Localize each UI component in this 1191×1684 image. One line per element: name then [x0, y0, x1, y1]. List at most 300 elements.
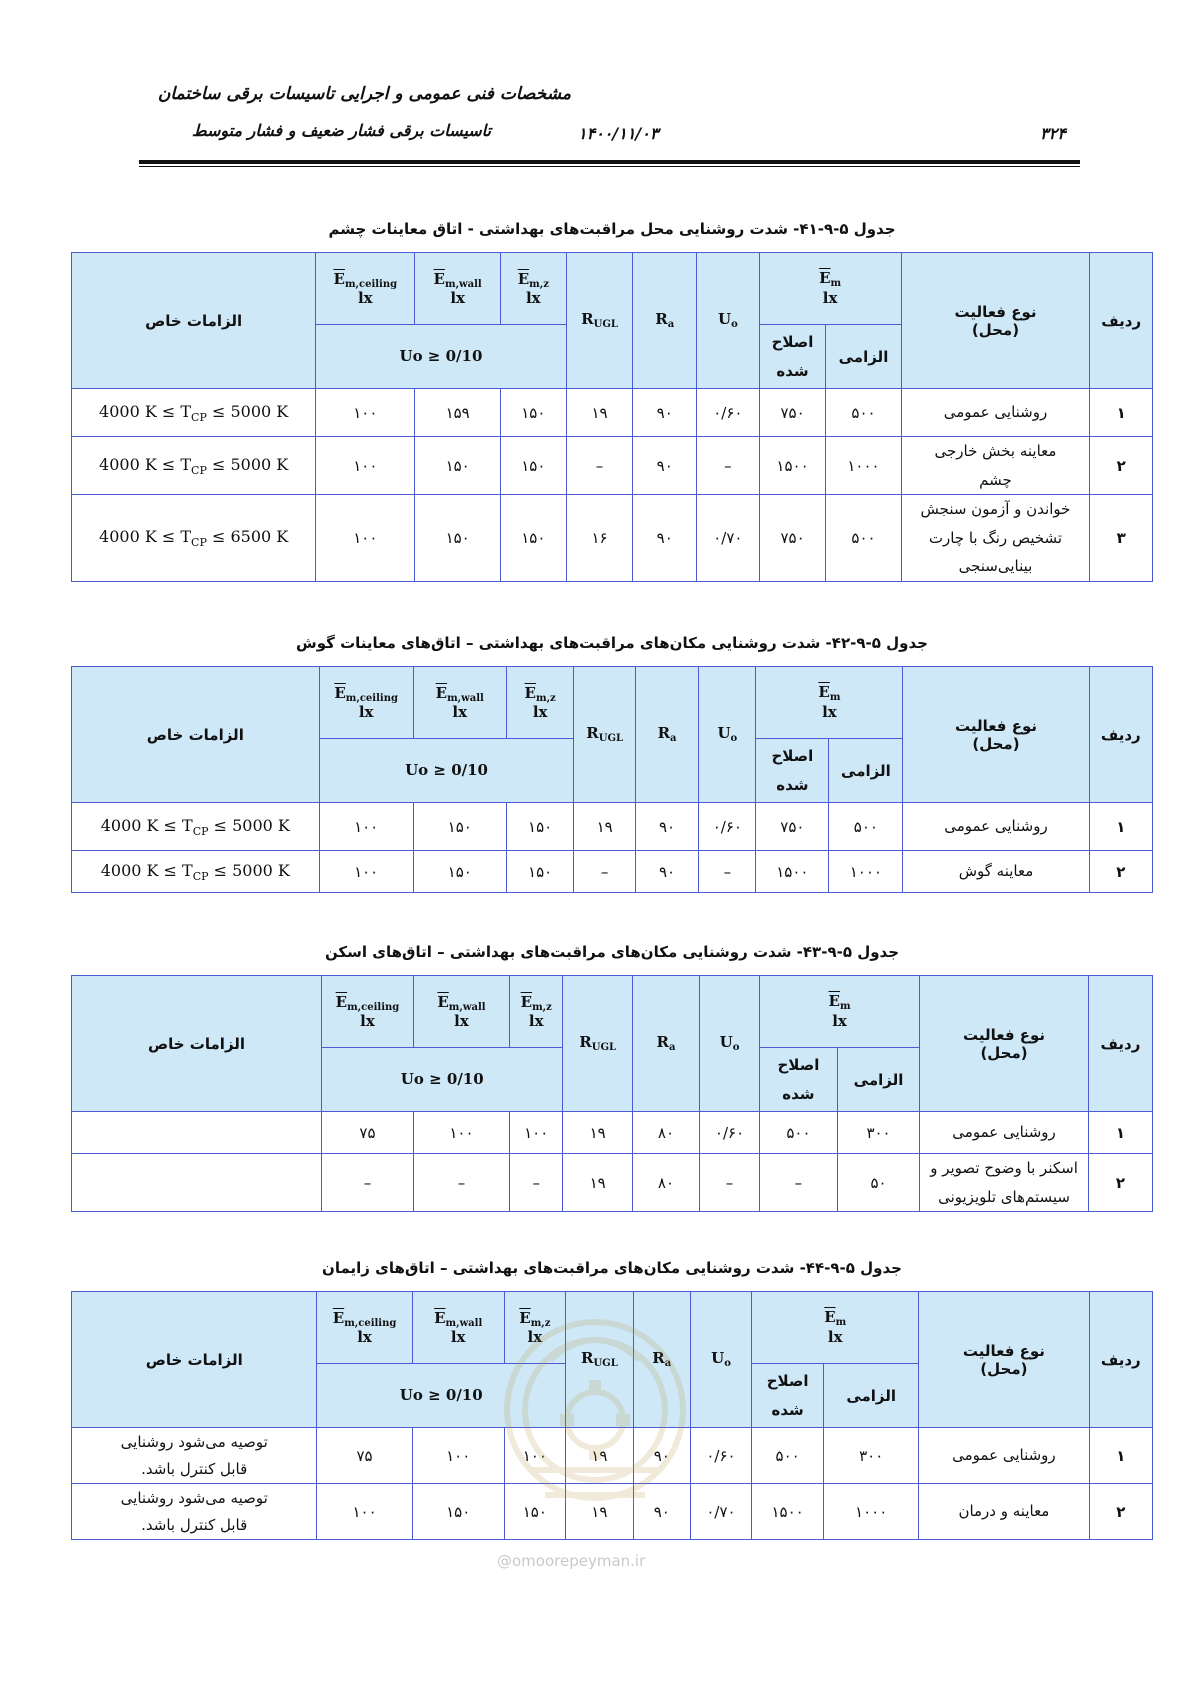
col-header-uo-condition: [317, 1364, 566, 1428]
col-header-emz: [506, 667, 574, 739]
col-header-emwall: [413, 976, 509, 1048]
col-header-em-required: الزامی: [826, 325, 901, 389]
cell-em-modified: ۱۵۰۰: [759, 437, 826, 495]
cell-rugl: –: [574, 851, 635, 893]
cell-special: [72, 1154, 322, 1212]
tcp-subscript: CP: [192, 869, 209, 883]
col-header-em: [759, 976, 919, 1048]
cell-em-required: ۵۰۰: [826, 389, 901, 437]
cell-emz: ۱۰۰: [504, 1428, 565, 1484]
emwall-symbol: [436, 684, 484, 702]
emwall-symbol: [434, 1309, 482, 1327]
emwall-unit: lx: [452, 703, 468, 722]
emceiling-subscript: m,ceiling: [347, 1001, 400, 1013]
cell-ra: ۹۰: [635, 851, 698, 893]
cell-ra: ۹۰: [633, 389, 697, 437]
tcp-range-end: ≤ 5000 K: [208, 815, 290, 835]
table-row: [72, 1428, 1153, 1484]
tcp-range-end: ≤ 5000 K: [208, 860, 290, 880]
activity-line: روشنایی عمومی: [952, 1446, 1056, 1465]
cell-emwall: ۱۵۰: [415, 437, 501, 495]
cell-emwall: ۱۵۹: [415, 389, 501, 437]
tcp-range-start: 4000 K ≤ T: [100, 815, 193, 835]
emwall-subscript: m,wall: [445, 1317, 483, 1329]
cell-row-number: ۱: [1088, 1112, 1152, 1154]
cell-activity: [901, 495, 1090, 582]
emwall-symbol: [434, 270, 482, 288]
cell-rugl: ۱۹: [574, 803, 635, 851]
uo-subscript: o: [732, 1042, 740, 1054]
cell-emz: –: [510, 1154, 563, 1212]
emceiling-unit: lx: [357, 1328, 372, 1347]
em-unit: lx: [827, 1327, 843, 1346]
col-header-emz: [504, 1292, 565, 1364]
cell-emwall: ۱۵۰: [415, 495, 501, 582]
cell-emceiling: ۱۰۰: [319, 851, 413, 893]
em-modified-line1: اصلاح: [766, 1372, 809, 1390]
tcp-range-end: ≤ 5000 K: [206, 454, 289, 474]
special-line: توصیه می‌شود روشنایی: [120, 1488, 268, 1507]
cell-activity: [920, 1154, 1089, 1212]
emwall-unit: lx: [450, 289, 465, 308]
cell-emz: ۱۰۰: [510, 1112, 563, 1154]
cell-emwall: –: [413, 1154, 509, 1212]
header-rule-thick: [139, 160, 1080, 164]
cell-activity: [919, 1428, 1089, 1484]
emz-subscript: m,z: [535, 692, 556, 704]
cell-emwall: ۱۵۰: [412, 1484, 504, 1540]
tcp-range-start: 4000 K ≤ T: [99, 401, 192, 421]
cell-em-required: ۱۰۰۰: [826, 437, 901, 495]
table-caption: جدول ۵-۹-۴۲- شدت روشنایی مکان‌های مراقبت‌های بهداشتی – اتاق‌های معاینات گوش: [296, 634, 928, 652]
col-header-em-modified: [752, 1364, 824, 1428]
em-header-symbol: [763, 993, 916, 1013]
emz-subscript: m,z: [530, 1317, 551, 1329]
rugl-letter: R: [580, 1349, 594, 1368]
tcp-range-start: 4000 K ≤ T: [99, 526, 192, 546]
col-header-activity: [920, 976, 1089, 1112]
emceiling-symbol: [334, 270, 398, 288]
table-row: [72, 437, 1153, 495]
cell-em-required: ۱۰۰۰: [829, 851, 903, 893]
col-header-special: الزامات خاص: [72, 1292, 317, 1428]
emwall-subscript: m,wall: [447, 692, 484, 704]
cell-uo: –: [700, 1154, 760, 1212]
emwall-subscript: m,wall: [448, 1001, 486, 1013]
emz-subscript: m,z: [529, 278, 549, 290]
rugl-letter: R: [579, 1033, 592, 1052]
cell-special: [72, 1112, 322, 1154]
table-caption: جدول ۵-۹-۴۳- شدت روشنایی مکان‌های مراقبت‌های بهداشتی – اتاق‌های اسکن: [324, 943, 900, 961]
em-modified-line2: شده: [776, 775, 809, 794]
col-header-uo-condition: [322, 1048, 563, 1112]
emz-symbol: [519, 1309, 550, 1327]
emwall-unit: lx: [454, 1012, 469, 1031]
cell-emceiling: ۱۰۰: [319, 803, 413, 851]
ra-letter: R: [656, 1033, 669, 1052]
cell-em-required: ۵۰: [837, 1154, 919, 1212]
col-header-special: الزامات خاص: [72, 253, 316, 389]
cell-emceiling: ۱۰۰: [316, 437, 415, 495]
cell-emwall: ۱۵۰: [413, 851, 506, 893]
ra-subscript: a: [668, 1042, 676, 1054]
cell-activity: [903, 803, 1089, 851]
col-header-ra: [633, 1292, 690, 1428]
activity-line: بینایی‌سنجی: [958, 557, 1033, 575]
rugl-subscript: UGL: [591, 1042, 617, 1054]
activity-header-line2: (محل): [980, 1043, 1028, 1062]
col-header-em-required: الزامی: [824, 1364, 919, 1428]
activity-line: چشم: [979, 470, 1012, 489]
cell-uo: ۰/۶۰: [699, 803, 756, 851]
emz-unit: lx: [528, 1012, 544, 1031]
uo-letter: U: [717, 310, 732, 329]
cell-emceiling: ۷۵: [322, 1112, 414, 1154]
emceiling-symbol: [333, 1309, 397, 1327]
emz-symbol: [521, 993, 552, 1011]
cell-em-modified: ۱۵۰۰: [752, 1484, 824, 1540]
cell-emz: ۱۵۰: [500, 495, 566, 582]
cell-ra: ۹۰: [633, 1428, 690, 1484]
header-rule-thin: [139, 166, 1080, 167]
cell-rugl: ۱۹: [563, 1112, 632, 1154]
col-header-emz: [500, 253, 566, 325]
activity-header-line1: نوع فعالیت: [962, 1341, 1045, 1360]
tcp-subscript: CP: [191, 463, 207, 477]
tcp-range-end: ≤ 6500 K: [206, 526, 289, 546]
col-header-em: [752, 1292, 919, 1364]
col-header-emwall: [415, 253, 501, 325]
watermark-text: @omoorepeyman.ir: [497, 1552, 646, 1570]
emz-letter: E: [517, 269, 530, 288]
special-line: قابل کنترل باشد.: [141, 1459, 248, 1478]
cell-activity: [903, 851, 1089, 893]
em-modified-line1: اصلاح: [771, 747, 814, 765]
ra-letter: R: [657, 724, 671, 743]
cell-em-modified: ۷۵۰: [759, 389, 826, 437]
cell-rugl: –: [566, 437, 633, 495]
cell-row-number: ۱: [1089, 1428, 1152, 1484]
col-header-em-required: الزامی: [829, 739, 903, 803]
col-header-emz: [510, 976, 563, 1048]
col-header-em: [756, 667, 903, 739]
col-header-rugl: [563, 976, 632, 1112]
tcp-subscript: CP: [191, 535, 207, 549]
header-row-1: [72, 1292, 1153, 1364]
col-header-activity: [901, 253, 1090, 389]
activity-line: روشنایی عمومی: [952, 1123, 1056, 1142]
emceiling-symbol: [336, 993, 400, 1011]
cell-em-modified: ۷۵۰: [759, 495, 826, 582]
cell-em-modified: ۱۵۰۰: [756, 851, 829, 893]
cell-row-number: ۲: [1089, 1484, 1152, 1540]
cell-row-number: ۲: [1089, 851, 1152, 893]
emz-unit: lx: [532, 703, 548, 722]
col-header-em: [759, 253, 901, 325]
illuminance-table: [71, 1291, 1153, 1540]
ra-subscript: a: [670, 733, 677, 745]
cell-special: [72, 1484, 317, 1540]
rugl-subscript: UGL: [593, 319, 618, 331]
col-header-special: الزامات خاص: [72, 667, 320, 803]
activity-line: خواندن و آزمون سنجش: [920, 500, 1071, 518]
emceiling-subscript: m,ceiling: [344, 278, 398, 290]
em-modified-line2: شده: [771, 1400, 804, 1419]
col-header-rugl: [566, 1292, 634, 1428]
emwall-letter: E: [435, 683, 448, 702]
uo-condition-text: Uo ≥ 0/10: [399, 346, 483, 365]
tcp-subscript: CP: [192, 824, 209, 838]
emceiling-letter: E: [335, 992, 348, 1011]
em-modified-line1: اصلاح: [777, 1056, 820, 1074]
cell-ra: ۹۰: [633, 437, 697, 495]
emwall-symbol: [437, 993, 485, 1011]
emwall-letter: E: [434, 1308, 446, 1327]
col-header-em-modified: [756, 739, 829, 803]
rugl-subscript: UGL: [593, 1358, 618, 1370]
rugl-letter: R: [581, 310, 594, 329]
em-letter: E: [818, 683, 830, 702]
col-header-uo: [690, 1292, 751, 1428]
activity-header-line2: (محل): [972, 734, 1020, 753]
cell-activity: [901, 389, 1090, 437]
em-modified-line1: اصلاح: [771, 333, 814, 351]
cell-rugl: ۱۹: [566, 1428, 634, 1484]
col-header-uo-condition: [316, 325, 566, 389]
table-row: [72, 495, 1153, 582]
cell-special: [72, 1428, 317, 1484]
document-subtitle: تاسیسات برقی فشار ضعیف و فشار متوسط: [191, 121, 491, 140]
table-caption: جدول ۵-۹-۴۱- شدت روشنایی محل مراقبت‌های بهداشتی - اتاق معاینات چشم: [328, 220, 896, 238]
col-header-emceiling: [317, 1292, 412, 1364]
em-subscript: m: [829, 692, 841, 704]
cell-uo: ۰/۷۰: [697, 495, 760, 582]
activity-header-line1: نوع فعالیت: [963, 1025, 1046, 1044]
table-row: [72, 389, 1153, 437]
col-header-row: ردیف: [1090, 253, 1153, 389]
cell-special: [72, 389, 316, 437]
emceiling-symbol: [334, 684, 398, 702]
uo-subscript: o: [731, 319, 738, 331]
emceiling-letter: E: [333, 269, 345, 288]
ra-letter: R: [652, 1349, 665, 1368]
activity-line: روشنایی عمومی: [944, 817, 1048, 836]
emceiling-unit: lx: [357, 289, 373, 308]
document-title: مشخصات فنی عمومی و اجرایی تاسیسات برقی ساختمان: [157, 84, 571, 104]
activity-header-line1: نوع فعالیت: [954, 716, 1037, 735]
col-header-em-modified: [759, 325, 826, 389]
cell-special: [72, 437, 316, 495]
ra-letter: R: [655, 310, 668, 329]
cell-em-required: ۳۰۰: [824, 1428, 919, 1484]
em-subscript: m: [835, 1317, 847, 1329]
emz-letter: E: [520, 992, 533, 1011]
cell-row-number: ۲: [1088, 1154, 1152, 1212]
table-row: [72, 1484, 1153, 1540]
cell-emceiling: ۱۰۰: [316, 495, 415, 582]
col-header-rugl: [574, 667, 635, 803]
cell-special: [72, 495, 316, 582]
tcp-subscript: CP: [191, 410, 207, 424]
emceiling-letter: E: [334, 683, 346, 702]
em-subscript: m: [839, 1001, 851, 1013]
cell-rugl: ۱۹: [563, 1154, 632, 1212]
col-header-em-required: الزامی: [837, 1048, 919, 1112]
cell-special: [72, 803, 320, 851]
cell-uo: ۰/۶۰: [697, 389, 760, 437]
col-header-activity: [919, 1292, 1089, 1428]
col-header-rugl: [566, 253, 633, 389]
cell-em-modified: ۷۵۰: [756, 803, 829, 851]
cell-emz: ۱۵۰: [500, 437, 566, 495]
cell-emz: ۱۵۰: [504, 1484, 565, 1540]
document-date: ۱۴۰۰/۱۱/۰۳: [578, 124, 659, 143]
col-header-uo: [697, 253, 760, 389]
em-header-symbol: [755, 1309, 915, 1329]
cell-em-required: ۳۰۰: [837, 1112, 919, 1154]
cell-ra: ۸۰: [632, 1154, 699, 1212]
cell-em-required: ۵۰۰: [829, 803, 903, 851]
emwall-letter: E: [437, 992, 449, 1011]
emwall-letter: E: [433, 269, 445, 288]
col-header-ra: [633, 253, 697, 389]
activity-line: اسکنر با وضوح تصویر و: [930, 1159, 1078, 1177]
uo-condition-text: Uo ≥ 0/10: [405, 760, 488, 779]
activity-line: تشخیص رنگ با چارت: [928, 528, 1063, 547]
cell-uo: –: [697, 437, 760, 495]
em-modified-line2: شده: [776, 361, 809, 380]
emceiling-unit: lx: [360, 1012, 375, 1031]
cell-row-number: ۱: [1089, 803, 1152, 851]
em-subscript: m: [830, 278, 842, 290]
cell-emwall: ۱۰۰: [413, 1112, 509, 1154]
cell-rugl: ۱۹: [566, 389, 633, 437]
col-header-emceiling: [319, 667, 413, 739]
activity-line: روشنایی عمومی: [943, 403, 1048, 422]
uo-condition-text: Uo ≥ 0/10: [400, 1069, 484, 1088]
uo-letter: U: [719, 1033, 733, 1052]
cell-row-number: ۳: [1090, 495, 1153, 582]
cell-activity: [901, 437, 1090, 495]
emceiling-subscript: m,ceiling: [344, 1317, 397, 1329]
cell-rugl: ۱۶: [566, 495, 633, 582]
col-header-uo: [699, 667, 756, 803]
cell-ra: ۹۰: [633, 1484, 690, 1540]
header-row-1: [72, 667, 1153, 739]
emz-symbol: [525, 684, 556, 702]
em-letter: E: [828, 992, 840, 1011]
col-header-emwall: [412, 1292, 504, 1364]
emz-symbol: [518, 270, 549, 288]
table-row: [72, 1154, 1153, 1212]
cell-emz: ۱۵۰: [506, 803, 574, 851]
emwall-unit: lx: [450, 1328, 466, 1347]
emceiling-subscript: m,ceiling: [345, 692, 398, 704]
cell-rugl: ۱۹: [566, 1484, 634, 1540]
special-line: قابل کنترل باشد.: [141, 1515, 248, 1534]
table-caption: جدول ۵-۹-۴۴- شدت روشنایی مکان‌های مراقبت‌های بهداشتی – اتاق‌های زایمان: [322, 1259, 902, 1277]
ra-subscript: a: [664, 1358, 672, 1370]
activity-header-line2: (محل): [980, 1359, 1028, 1378]
activity-line: سیستم‌های تلویزیونی: [938, 1187, 1070, 1206]
ra-subscript: a: [667, 319, 675, 331]
col-header-uo-condition: [319, 739, 574, 803]
activity-line: معاینه و درمان: [958, 1502, 1050, 1521]
emceiling-letter: E: [332, 1308, 345, 1327]
special-line: توصیه می‌شود روشنایی: [120, 1432, 268, 1451]
col-header-activity: [903, 667, 1089, 803]
cell-emceiling: ۱۰۰: [316, 389, 415, 437]
illuminance-table: [71, 975, 1153, 1212]
emz-letter: E: [524, 683, 536, 702]
activity-header-line2: (محل): [971, 320, 1020, 339]
cell-emceiling: –: [322, 1154, 414, 1212]
cell-uo: –: [699, 851, 756, 893]
col-header-row: ردیف: [1088, 976, 1152, 1112]
emwall-subscript: m,wall: [444, 278, 482, 290]
em-header-symbol: [759, 684, 899, 704]
cell-ra: ۸۰: [632, 1112, 699, 1154]
em-header-symbol: [763, 270, 898, 290]
page-number: ۳۲۴: [1040, 124, 1066, 143]
cell-em-modified: ۵۰۰: [759, 1112, 837, 1154]
emz-unit: lx: [525, 289, 541, 308]
em-letter: E: [824, 1308, 836, 1327]
cell-row-number: ۲: [1090, 437, 1153, 495]
col-header-ra: [635, 667, 698, 803]
emz-letter: E: [519, 1308, 531, 1327]
header-row-1: [72, 976, 1153, 1048]
tcp-range-start: 4000 K ≤ T: [100, 860, 193, 880]
em-unit: lx: [822, 288, 838, 307]
uo-condition-text: Uo ≥ 0/10: [399, 1385, 483, 1404]
activity-header-line1: نوع فعالیت: [954, 302, 1037, 321]
em-letter: E: [819, 269, 831, 288]
table-row: [72, 851, 1153, 893]
illuminance-table: [71, 666, 1153, 893]
header-row-1: [72, 253, 1153, 325]
col-header-uo: [700, 976, 760, 1112]
em-unit: lx: [822, 702, 837, 721]
emz-subscript: m,z: [532, 1001, 552, 1013]
cell-emz: ۱۵۰: [500, 389, 566, 437]
cell-em-required: ۵۰۰: [826, 495, 901, 582]
tcp-range-end: ≤ 5000 K: [206, 401, 289, 421]
col-header-row: ردیف: [1089, 1292, 1152, 1428]
cell-activity: [920, 1112, 1089, 1154]
activity-line: معاینه بخش خارجی: [934, 442, 1057, 460]
illuminance-table: [71, 252, 1153, 582]
cell-row-number: ۱: [1090, 389, 1153, 437]
col-header-em-modified: [759, 1048, 837, 1112]
cell-special: [72, 851, 320, 893]
col-header-ra: [632, 976, 699, 1112]
cell-emwall: ۱۵۰: [413, 803, 506, 851]
uo-subscript: o: [730, 733, 738, 745]
cell-emceiling: ۱۰۰: [317, 1484, 412, 1540]
cell-em-modified: –: [759, 1154, 837, 1212]
col-header-emwall: [413, 667, 506, 739]
col-header-emceiling: [316, 253, 415, 325]
rugl-letter: R: [586, 724, 599, 743]
cell-uo: ۰/۶۰: [700, 1112, 760, 1154]
table-row: [72, 803, 1153, 851]
em-unit: lx: [832, 1011, 847, 1030]
uo-subscript: o: [724, 1358, 731, 1370]
cell-ra: ۹۰: [635, 803, 698, 851]
cell-uo: ۰/۷۰: [690, 1484, 751, 1540]
tcp-range-start: 4000 K ≤ T: [99, 454, 192, 474]
